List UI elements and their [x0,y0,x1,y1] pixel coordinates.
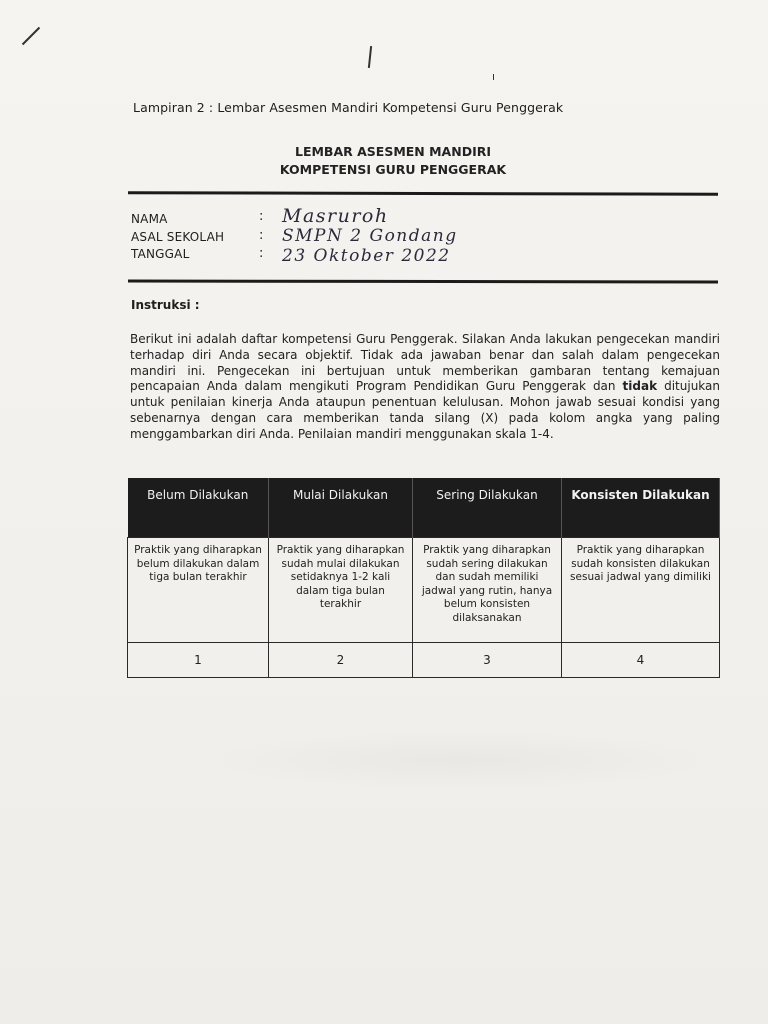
scale-number-2: 2 [269,643,413,678]
scale-number-4: 4 [562,643,720,678]
scale-description-row [128,538,720,643]
instruksi-text-2: ditujukan untuk penilaian kinerja Anda ataupun penentuan kelulusan. Mohon jawab sesuai kondisi yang sebenarnya dengan cara memberikan tanda silang (X) pada kolom angka yang paling menggambarkan diri Anda. Penilaian mandiri menggunakan skala 1-4. [130,379,720,441]
header-sering: Sering Dilakukan [413,478,562,538]
sekolah-colon: : [259,228,264,243]
lampiran-heading: Lampiran 2 : Lembar Asesmen Mandiri Kompetensi Guru Penggerak [133,100,564,115]
scale-number-3: 3 [413,643,562,678]
paper-shadow [200,730,720,790]
tanggal-value: 23 Oktober 2022 [282,246,451,266]
scale-header-row [128,478,720,538]
description-konsisten: Praktik yang diharapkan sudah konsisten dilakukan sesuai jadwal yang dimiliki [562,538,720,643]
description-sering: Praktik yang diharapkan sudah sering dilakukan dan sudah memiliki jadwal yang rutin, hanya belum konsisten dilaksanakan [413,538,562,643]
document-subtitle: KOMPETENSI GURU PENGGERAK [279,162,507,177]
sekolah-value: SMPN 2 Gondang [282,226,458,246]
header-belum: Belum Dilakukan [128,478,269,538]
nama-label: NAMA [131,212,168,226]
divider-top [128,191,718,196]
document-title: LEMBAR ASESMEN MANDIRI [294,144,491,159]
instruksi-paragraph [130,332,720,443]
tanggal-label: TANGGAL [131,247,190,261]
sekolah-label: ASAL SEKOLAH [131,230,225,244]
pen-mark [22,27,40,45]
description-belum: Praktik yang diharapkan belum dilakukan dalam tiga bulan terakhir [128,538,269,643]
scale-number-1: 1 [128,643,269,678]
nama-colon: : [259,209,264,224]
nama-value: Masruroh [282,205,389,227]
instruksi-text-1: Berikut ini adalah daftar kompetensi Guru Penggerak. Silakan Anda lakukan pengecekan mandiri terhadap diri Anda secara objektif. Tidak ada jawaban benar dan salah dalam pengecekan mandiri ini. Pengecekan ini bertujuan untuk memberikan gambaran tentang kemajuan pencapaian Anda dalam mengikuti Program Pendidikan Guru Penggerak dan [130,332,720,394]
description-mulai: Praktik yang diharapkan sudah mulai dilakukan setidaknya 1-2 kali dalam tiga bulan terakhir [269,538,413,643]
header-mulai: Mulai Dilakukan [269,478,413,538]
pen-mark [368,46,372,68]
scale-number-row [128,643,720,678]
tanggal-colon: : [259,246,264,261]
pen-mark [493,74,494,80]
scale-table [127,478,720,678]
instruksi-bold-word: tidak [622,379,658,394]
divider-bottom [128,279,718,283]
header-konsisten: Konsisten Dilakukan [562,478,720,538]
instruksi-label: Instruksi : [131,298,200,312]
